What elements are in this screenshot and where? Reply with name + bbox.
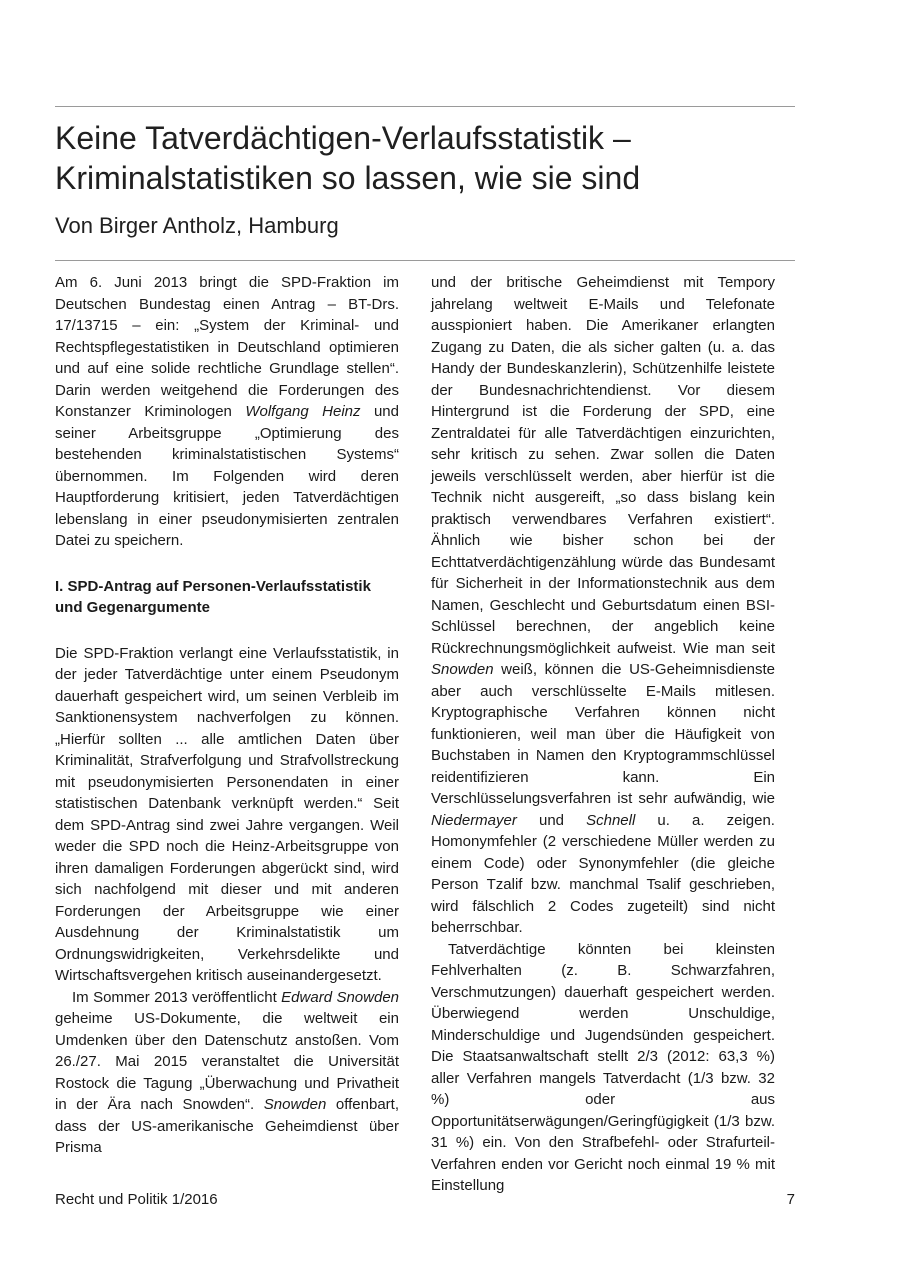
- person-name: Snowden: [263, 1096, 327, 1113]
- person-name: Snowden: [431, 661, 494, 678]
- article-title: [55, 118, 815, 198]
- paragraph: [431, 272, 775, 939]
- column-right: [431, 272, 775, 1197]
- text: offenbart, dass der US-amerikanische Geheimdienst über Prisma: [55, 1096, 399, 1156]
- person-name: Edward Snowden: [281, 988, 400, 1006]
- text: und: [516, 811, 587, 829]
- paragraph: Tatverdächtige könnten bei kleinsten Fehlverhalten (z. B. Schwarzfahren, Verschmutzungen) dauerhaft gespeichert werden. Überwiegend werden Unschuldige, Minderschuldige und Jugendsünden gespeichert. Die Staatsanwaltschaft stellt 2/3 (2012: 63,3 %) aller Verfahren mangels Tatverdacht (1/3 bzw. 32 %) oder aus Opportunitätserwägungen/Geringfügigkeit (1/3 bzw. 31 %) ein. Von den Strafbefehl- oder Strafurteil-Verfahren enden vor Gericht noch einmal 19 % mit Einstellung: [431, 940, 775, 1194]
- paragraph-intro: [55, 272, 399, 552]
- text: und seiner Arbeitsgruppe „Optimierung des bestehenden kriminalstatistischen Systems“ übernommen. Im Folgenden wird deren Hauptforderung kritisiert, jeden Tatverdächtigen lebenslang in einer pseudonymisierten zentralen Datei zu speichern.: [55, 403, 399, 549]
- page-number: 7: [786, 1191, 795, 1208]
- page-footer: [55, 1190, 795, 1210]
- text: und der britische Geheimdienst mit Tempory jahrelang weltweit E-Mails und Telefonate ausspioniert haben. Die Amerikaner erlangten Zugang zu Daten, die als sicher galten (u. a. das Handy der Bundeskanzlerin), Schützenhilfe leistete der Bundesnachrichtendienst. Vor diesem Hintergrund ist die Forderung der SPD, eine Zentraldatei für alle Tatverdächtigen einzurichten, sehr kritisch zu sehen. Zwar sollen die Daten jeweils verschlüsselt werden, aber hierfür ist die Technik nicht ausgereift, „so dass bislang kein praktisch verwendbares Verfahren existiert“. Ähnlich wie bisher schon bei der Echttatverdächtigenzählung würde das Bundesamt für Sicherheit in der Informationstechnik aus dem Namen, Geschlecht und Geburtsdatum einen BSI-Schlüssel berechnen, der angeblich keine Rückrechnungsmöglichkeit aufweist. Wie man seit: [431, 274, 775, 657]
- paragraph: [55, 987, 399, 1159]
- text: u. a. zeigen. Homonymfehler (2 verschiedene Müller werden zu einem Code) oder Synonymfehler (die gleiche Person Tzalif bzw. manchmal Tsalif geschrieben, wird fälschlich 2 Codes zugeteilt) sind nicht beherrschbar.: [431, 811, 775, 936]
- header-rule: [55, 260, 795, 261]
- text: weiß, können die US-Geheimnisdienste aber auch verschlüsselte E-Mails mitlesen. Kryptographische Verfahren können nicht funktionieren, weil man über die Häufigkeit von Buchstaben in Namen den Kryptogrammschlüssel reidentifizieren kann. Ein Verschlüsselungsverfahren ist sehr aufwändig, wie: [431, 661, 775, 807]
- title-line-1: Keine Tatverdächtigen-Verlaufsstatistik –: [55, 120, 631, 156]
- section-heading: I. SPD-Antrag auf Personen-Verlaufsstatistik und Gegenargumente: [55, 577, 371, 616]
- person-name: Wolfgang Heinz: [245, 403, 361, 420]
- title-line-2: Kriminalstatistiken so lassen, wie sie sind: [55, 160, 641, 196]
- column-left: [55, 272, 399, 1159]
- author-byline: Von Birger Antholz, Hamburg: [55, 213, 339, 238]
- text: Am 6. Juni 2013 bringt die SPD-Fraktion im Deutschen Bundestag einen Antrag – BT-Drs. 17/13715 – ein: „System der Kriminal- und Rechtspflegestatistiken in Deutschland optimieren und auf eine solide rechtliche Grundlage stellen“. Darin werden weitgehend die Forderungen des Konstanzer Kriminologen: [55, 274, 399, 420]
- journal-name: Recht und Politik 1/2016: [55, 1191, 218, 1208]
- top-rule: [55, 106, 795, 107]
- person-name: Niedermayer: [431, 811, 517, 829]
- paragraph: Die SPD-Fraktion verlangt eine Verlaufsstatistik, in der jeder Tatverdächtige unter einem Pseudonym dauerhaft gespeichert wird, um seinen Verbleib im Sanktionensystem nachverfolgen zu können. „Hierfür sollten ... alle amtlichen Daten über Kriminalität, Strafverfolgung und Strafvollstreckung mit pseudonymisierten Personendaten in einer statistischen Datenbank verknüpft werden.“ Seit dem SPD-Antrag sind zwei Jahre vergangen. Weil weder die SPD noch die Heinz-Arbeitsgruppe von ihren damaligen Forderungen abgerückt sind, wird sich nachfolgend mit dieser und mit anderen Forderungen der Arbeitsgruppe wie einer Ausdehnung der Kriminalstatistik um Ordnungswidrigkeiten, Verkehrsdelikte und Wirtschaftsvergehen kritisch auseinandergesetzt.: [55, 644, 399, 984]
- text: Im Sommer 2013 veröffentlicht: [72, 988, 282, 1006]
- person-name: Schnell: [586, 811, 636, 829]
- text: geheime US-Dokumente, die weltweit ein Umdenken über den Datenschutz anstoßen. Vom 26./27. Mai 2015 veranstaltet die Universität Rostock die Tagung „Überwachung und Privatheit in der Ära nach Snowden“.: [55, 1010, 399, 1113]
